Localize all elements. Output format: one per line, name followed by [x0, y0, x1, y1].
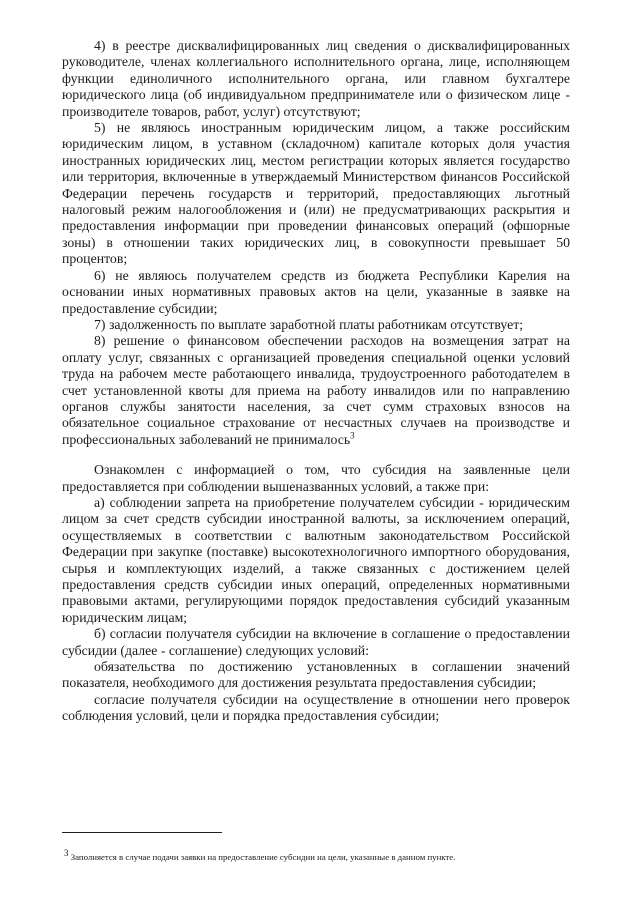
paragraph — [62, 659, 570, 692]
paragraph-text: а) соблюдении запрета на приобретение получателем субсидии - юридическим лицом за счет средств субсидии иностранной валюты, за исключением операций, осуществляемых в соответствии с валютным законодательством Российской Федерации при закупке (поставке) высокотехнологичного импортного оборудования, сырья и комплектующих изделий, а также связанных с достижением целей предоставления средств субсидии иных операций, определенных нормативными правовыми актами, регулирующими порядок предоставления субсидий указанным юридическим лицам; — [62, 494, 570, 625]
paragraph — [62, 626, 570, 659]
paragraph — [62, 462, 570, 495]
paragraph-text: 5) не являюсь иностранным юридическим лицом, а также российским юридическим лицом, в уставном (складочном) капитале которых доля участия иностранных юридических лиц, местом регистрации которых является государство или территория, включенные в утверждаемый Министерством финансов Российской Федерации перечень государств и территорий, предоставляющих льготный налоговый режим налогообложения и (или) не предусматривающих раскрытия и предоставления информации при проведении финансовых операций (офшорные зоны) в отношении таких юридических лиц, в совокупности превышает 50 процентов; — [62, 120, 570, 267]
paragraph-text: 7) задолженность по выплате заработной платы работникам отсутствует; — [94, 316, 524, 332]
paragraph — [62, 38, 570, 120]
paragraph-text: согласие получателя субсидии на осуществление в отношении него проверок соблюдения условий, цели и порядка предоставления субсидии; — [62, 691, 570, 724]
paragraph — [62, 495, 570, 626]
paragraph — [62, 268, 570, 317]
footnote-text: Заполняется в случае подачи заявки на предоставление субсидии на цели, указанные в данном пункте. — [68, 852, 456, 862]
footnote-mark: 3 — [64, 848, 69, 859]
paragraph-text: обязательства по достижению установленных в соглашении значений показателя, необходимого для достижения результата предоставления субсидии; — [62, 659, 570, 691]
paragraph-gap — [62, 448, 570, 462]
paragraph-text: Ознакомлен с информацией о том, что субсидия на заявленные цели предоставляется при соблюдении вышеназванных условий, а также при: — [62, 462, 570, 494]
footnote — [64, 848, 584, 863]
paragraph — [62, 692, 570, 725]
paragraph — [62, 120, 570, 268]
paragraph — [62, 333, 570, 448]
paragraph-text: б) согласии получателя субсидии на включение в соглашение о предоставлении субсидии (далее - соглашение) следующих условий: — [62, 626, 570, 658]
footnote-reference: 3 — [350, 430, 355, 441]
paragraph-text: 6) не являюсь получателем средств из бюджета Республики Карелия на основании иных нормативных правовых актов на цели, указанные в заявке на предоставление субсидии; — [62, 267, 570, 316]
paragraph-text: 8) решение о финансовом обеспечении расходов на возмещения затрат на оплату услуг, связанных с организацией проведения специальной оценки условий труда на рабочем месте работающего инвалида, трудоустроенного работодателем в счет установленной квоты для приема на работу инвалидов или по направлению органов службы занятости населения, за счет сумм страховых взносов на обязательное социальное страхование от несчастных случаев на производстве и профессиональных заболеваний не принималось — [62, 333, 570, 447]
footnote-divider — [62, 832, 222, 833]
document-body — [62, 38, 570, 725]
paragraph-text: 4) в реестре дисквалифицированных лиц сведения о дисквалифицированных руководителе, членах коллегиального исполнительного органа, лице, исполняющем функции единоличного исполнительного органа, или главном бухгалтере юридического лица (об индивидуальном предпринимателе или о физическом лице - производителе товаров, работ, услуг) отсутствуют; — [62, 38, 570, 119]
paragraph — [62, 317, 570, 333]
